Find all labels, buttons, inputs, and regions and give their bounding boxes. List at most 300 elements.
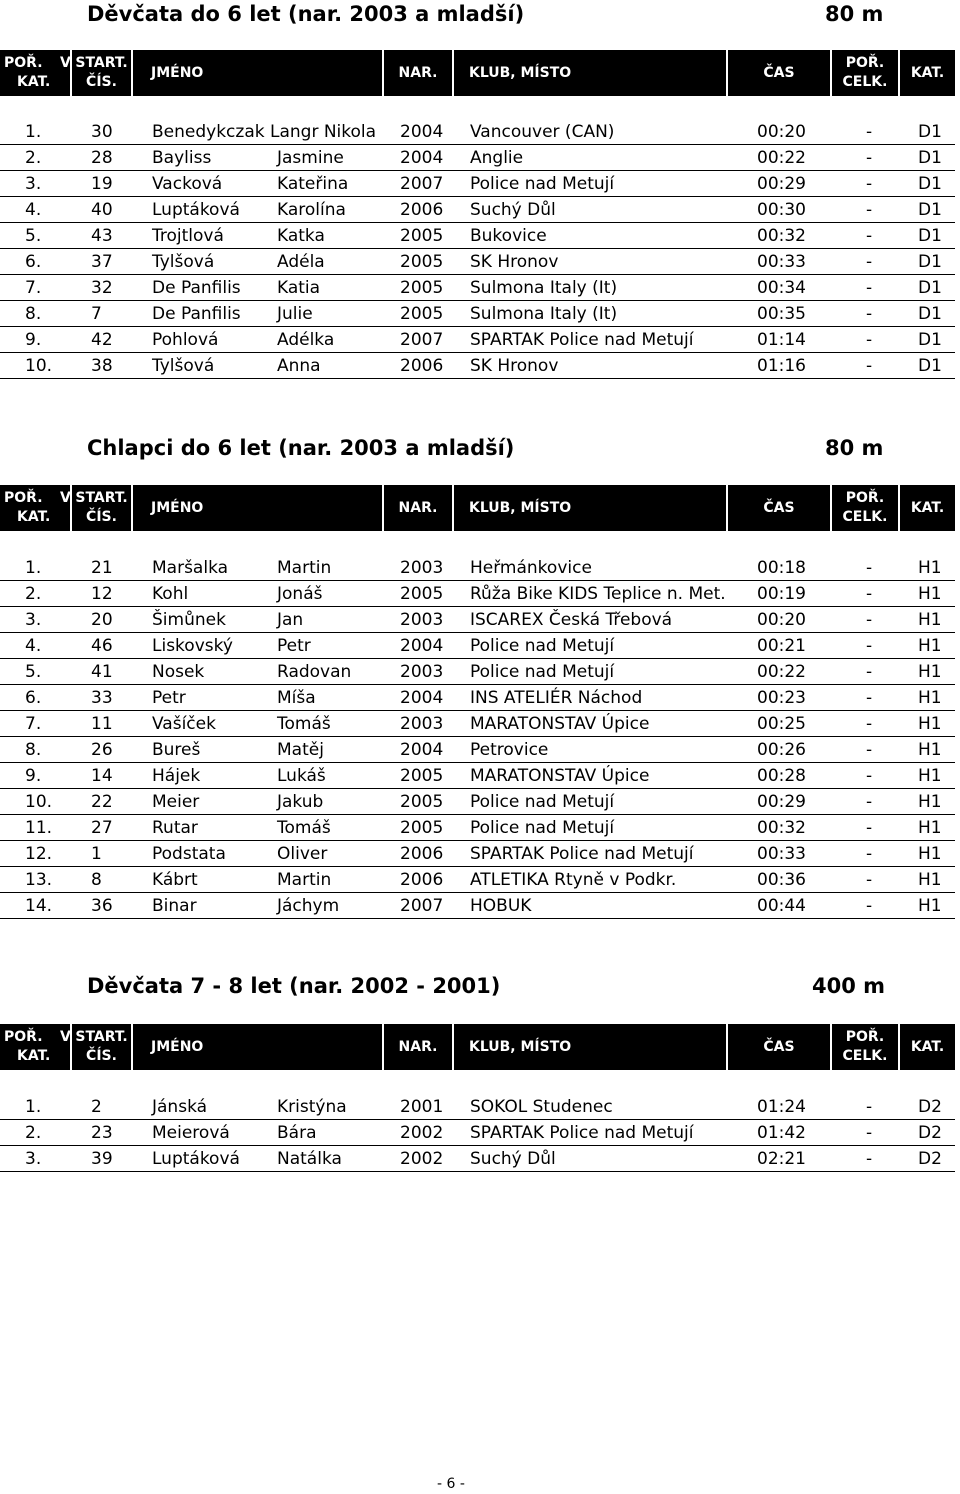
row-first-name: Jakub xyxy=(277,792,324,812)
row-category: H1 xyxy=(918,688,942,708)
row-birth-year: 2006 xyxy=(400,200,444,220)
row-time: 00:19 xyxy=(757,584,806,604)
row-start-number: 36 xyxy=(91,896,113,916)
row-club: Police nad Metují xyxy=(470,662,615,682)
row-overall-position: - xyxy=(866,330,873,350)
header-overall-line2: CELK. xyxy=(842,74,888,90)
header-por-v: V xyxy=(60,490,71,506)
column-header-time: ČAS xyxy=(728,50,830,96)
row-club: SPARTAK Police nad Metují xyxy=(470,330,694,350)
row-club: Heřmánkovice xyxy=(470,558,592,578)
row-birth-year: 2004 xyxy=(400,148,444,168)
row-overall-position: - xyxy=(866,558,873,578)
row-overall-position: - xyxy=(866,1149,873,1169)
column-header-position-category xyxy=(0,485,70,531)
row-birth-year: 2006 xyxy=(400,844,444,864)
row-first-name: Anna xyxy=(277,356,321,376)
row-club: MARATONSTAV Úpice xyxy=(470,714,650,734)
column-header-name: JMÉNO xyxy=(133,1024,382,1070)
row-category: H1 xyxy=(918,610,942,630)
row-overall-position: - xyxy=(866,870,873,890)
row-time: 00:29 xyxy=(757,792,806,812)
row-start-number: 46 xyxy=(91,636,113,656)
row-surname: Luptáková xyxy=(152,1149,240,1169)
table-row xyxy=(0,893,955,919)
row-overall-position: - xyxy=(866,844,873,864)
row-first-name: Katia xyxy=(277,278,321,298)
table-row xyxy=(0,1120,955,1146)
section-title-boys-6: Chlapci do 6 let (nar. 2003 a mladší) xyxy=(87,436,515,460)
row-surname: Vašíček xyxy=(152,714,216,734)
row-birth-year: 2001 xyxy=(400,1097,444,1117)
column-header-name: JMÉNO xyxy=(133,485,382,531)
row-position: 14. xyxy=(25,896,53,916)
column-header-year: NAR. xyxy=(384,50,452,96)
row-surname: Hájek xyxy=(152,766,201,786)
row-time: 00:28 xyxy=(757,766,806,786)
row-category: D1 xyxy=(918,252,942,272)
row-surname: Pohlová xyxy=(152,330,219,350)
row-overall-position: - xyxy=(866,636,873,656)
row-club: Suchý Důl xyxy=(470,200,556,220)
row-first-name: Jan xyxy=(277,610,304,630)
row-surname: Trojtlová xyxy=(152,226,224,246)
row-start-number: 2 xyxy=(91,1097,102,1117)
row-time: 00:20 xyxy=(757,122,806,142)
row-surname: Petr xyxy=(152,688,186,708)
row-club: SPARTAK Police nad Metují xyxy=(470,844,694,864)
table-row xyxy=(0,711,955,737)
row-club: Suchý Důl xyxy=(470,1149,556,1169)
row-position: 5. xyxy=(25,662,42,682)
row-time: 00:34 xyxy=(757,278,806,298)
row-surname: Maršalka xyxy=(152,558,229,578)
row-category: D1 xyxy=(918,304,942,324)
column-header-overall-position xyxy=(832,50,898,96)
row-position: 8. xyxy=(25,740,42,760)
row-surname: Luptáková xyxy=(152,200,240,220)
table-row xyxy=(0,607,955,633)
table-row xyxy=(0,301,955,327)
row-position: 7. xyxy=(25,278,42,298)
row-time: 00:23 xyxy=(757,688,806,708)
row-start-number: 41 xyxy=(91,662,113,682)
table-row xyxy=(0,841,955,867)
row-first-name: Lukáš xyxy=(277,766,326,786)
row-position: 2. xyxy=(25,1123,42,1143)
column-header-overall-position xyxy=(832,1024,898,1070)
row-overall-position: - xyxy=(866,740,873,760)
results-table-boys-6 xyxy=(0,555,960,919)
row-start-number: 20 xyxy=(91,610,113,630)
row-surname: Bureš xyxy=(152,740,201,760)
column-header-club: KLUB, MÍSTO xyxy=(454,1024,726,1070)
row-position: 6. xyxy=(25,688,42,708)
row-birth-year: 2004 xyxy=(400,688,444,708)
row-club: Růža Bike KIDS Teplice n. Met. xyxy=(470,584,726,604)
row-first-name: Kristýna xyxy=(277,1097,347,1117)
row-club: ATLETIKA Rtyně v Podkr. xyxy=(470,870,677,890)
row-surname: Benedykczak Langr Nikola xyxy=(152,122,377,142)
row-birth-year: 2005 xyxy=(400,226,444,246)
row-position: 12. xyxy=(25,844,53,864)
table-row xyxy=(0,659,955,685)
row-category: H1 xyxy=(918,636,942,656)
row-overall-position: - xyxy=(866,356,873,376)
row-position: 2. xyxy=(25,148,42,168)
row-overall-position: - xyxy=(866,792,873,812)
row-overall-position: - xyxy=(866,610,873,630)
table-row xyxy=(0,327,955,353)
row-club: MARATONSTAV Úpice xyxy=(470,766,650,786)
table-header xyxy=(0,50,960,96)
row-position: 5. xyxy=(25,226,42,246)
row-start-number: 8 xyxy=(91,870,102,890)
row-category: D1 xyxy=(918,174,942,194)
row-category: D2 xyxy=(918,1097,942,1117)
row-start-number: 42 xyxy=(91,330,113,350)
row-club: Petrovice xyxy=(470,740,549,760)
row-birth-year: 2007 xyxy=(400,174,444,194)
row-time: 00:22 xyxy=(757,662,806,682)
table-row xyxy=(0,581,955,607)
column-header-category: KAT. xyxy=(900,1024,955,1070)
row-category: H1 xyxy=(918,844,942,864)
header-por-line2: KAT. xyxy=(17,509,51,525)
row-birth-year: 2003 xyxy=(400,662,444,682)
row-category: H1 xyxy=(918,818,942,838)
row-time: 00:32 xyxy=(757,818,806,838)
row-club: SPARTAK Police nad Metují xyxy=(470,1123,694,1143)
column-header-position-category xyxy=(0,1024,70,1070)
table-header xyxy=(0,1024,960,1070)
table-row xyxy=(0,685,955,711)
row-time: 00:29 xyxy=(757,174,806,194)
row-surname: Liskovský xyxy=(152,636,233,656)
row-first-name: Jáchym xyxy=(277,896,340,916)
row-time: 00:33 xyxy=(757,252,806,272)
row-time: 01:24 xyxy=(757,1097,806,1117)
row-birth-year: 2005 xyxy=(400,278,444,298)
row-overall-position: - xyxy=(866,174,873,194)
row-start-number: 23 xyxy=(91,1123,113,1143)
row-first-name: Petr xyxy=(277,636,311,656)
section-title-girls-6: Děvčata do 6 let (nar. 2003 a mladší) xyxy=(87,2,525,26)
row-overall-position: - xyxy=(866,1123,873,1143)
row-club: Police nad Metují xyxy=(470,174,615,194)
row-category: D2 xyxy=(918,1123,942,1143)
row-first-name: Tomáš xyxy=(277,714,331,734)
row-position: 1. xyxy=(25,1097,42,1117)
header-overall-line1: POŘ. xyxy=(845,1029,885,1045)
header-por-v: V xyxy=(60,55,71,71)
row-club: Police nad Metují xyxy=(470,818,615,838)
row-start-number: 27 xyxy=(91,818,113,838)
row-surname: Podstata xyxy=(152,844,226,864)
row-position: 8. xyxy=(25,304,42,324)
row-surname: Binar xyxy=(152,896,197,916)
row-category: D1 xyxy=(918,148,942,168)
column-header-time: ČAS xyxy=(728,485,830,531)
row-club: INS ATELIÉR Náchod xyxy=(470,688,643,708)
row-first-name: Tomáš xyxy=(277,818,331,838)
row-start-number: 30 xyxy=(91,122,113,142)
row-birth-year: 2004 xyxy=(400,740,444,760)
row-birth-year: 2003 xyxy=(400,610,444,630)
row-category: D1 xyxy=(918,122,942,142)
row-start-number: 43 xyxy=(91,226,113,246)
row-first-name: Adélka xyxy=(277,330,335,350)
row-overall-position: - xyxy=(866,584,873,604)
header-start-line1: START. xyxy=(75,1029,128,1045)
row-position: 2. xyxy=(25,584,42,604)
row-category: D2 xyxy=(918,1149,942,1169)
row-category: H1 xyxy=(918,584,942,604)
column-header-position-category xyxy=(0,50,70,96)
row-time: 00:22 xyxy=(757,148,806,168)
row-overall-position: - xyxy=(866,818,873,838)
row-first-name: Julie xyxy=(277,304,313,324)
row-category: D1 xyxy=(918,278,942,298)
row-overall-position: - xyxy=(866,122,873,142)
row-birth-year: 2006 xyxy=(400,356,444,376)
row-first-name: Martin xyxy=(277,558,332,578)
column-header-start-number xyxy=(72,50,131,96)
row-overall-position: - xyxy=(866,278,873,298)
column-header-year: NAR. xyxy=(384,485,452,531)
row-position: 9. xyxy=(25,330,42,350)
row-position: 7. xyxy=(25,714,42,734)
row-category: D1 xyxy=(918,226,942,246)
row-birth-year: 2002 xyxy=(400,1149,444,1169)
row-time: 00:32 xyxy=(757,226,806,246)
header-start-line2: ČÍS. xyxy=(86,74,117,90)
row-first-name: Jasmine xyxy=(277,148,344,168)
header-por-line1: POŘ. xyxy=(4,490,43,506)
column-header-category: KAT. xyxy=(900,485,955,531)
row-first-name: Oliver xyxy=(277,844,328,864)
row-category: H1 xyxy=(918,792,942,812)
row-club: Vancouver (CAN) xyxy=(470,122,615,142)
row-start-number: 11 xyxy=(91,714,113,734)
row-birth-year: 2002 xyxy=(400,1123,444,1143)
column-header-club: KLUB, MÍSTO xyxy=(454,50,726,96)
header-overall-line2: CELK. xyxy=(842,509,888,525)
row-position: 9. xyxy=(25,766,42,786)
row-birth-year: 2005 xyxy=(400,304,444,324)
header-por-line1: POŘ. xyxy=(4,1029,43,1045)
row-position: 6. xyxy=(25,252,42,272)
row-start-number: 14 xyxy=(91,766,113,786)
row-time: 00:25 xyxy=(757,714,806,734)
table-row xyxy=(0,555,955,581)
section-distance-boys-6: 80 m xyxy=(825,436,884,460)
row-club: Anglie xyxy=(470,148,524,168)
row-start-number: 7 xyxy=(91,304,102,324)
row-surname: Tylšová xyxy=(152,356,215,376)
row-first-name: Martin xyxy=(277,870,332,890)
row-surname: Meier xyxy=(152,792,200,812)
row-time: 00:35 xyxy=(757,304,806,324)
row-club: Sulmona Italy (It) xyxy=(470,304,618,324)
table-row xyxy=(0,249,955,275)
row-overall-position: - xyxy=(866,688,873,708)
table-row xyxy=(0,763,955,789)
table-row xyxy=(0,1094,955,1120)
row-club: Police nad Metují xyxy=(470,636,615,656)
row-position: 4. xyxy=(25,636,42,656)
row-birth-year: 2005 xyxy=(400,766,444,786)
row-start-number: 39 xyxy=(91,1149,113,1169)
row-first-name: Míša xyxy=(277,688,316,708)
row-first-name: Kateřina xyxy=(277,174,349,194)
table-row xyxy=(0,633,955,659)
row-birth-year: 2003 xyxy=(400,714,444,734)
row-club: Bukovice xyxy=(470,226,547,246)
row-birth-year: 2007 xyxy=(400,330,444,350)
row-category: H1 xyxy=(918,740,942,760)
row-first-name: Katka xyxy=(277,226,325,246)
table-row xyxy=(0,353,955,379)
column-header-start-number xyxy=(72,1024,131,1070)
row-surname: Rutar xyxy=(152,818,198,838)
row-start-number: 33 xyxy=(91,688,113,708)
section-distance-girls-6: 80 m xyxy=(825,2,884,26)
header-por-line2: KAT. xyxy=(17,74,51,90)
row-category: H1 xyxy=(918,870,942,890)
section-distance-girls-7-8: 400 m xyxy=(812,974,886,998)
header-por-v: V xyxy=(60,1029,71,1045)
header-por-line2: KAT. xyxy=(17,1048,51,1064)
row-time: 02:21 xyxy=(757,1149,806,1169)
row-overall-position: - xyxy=(866,252,873,272)
results-table-girls-7-8 xyxy=(0,1094,960,1172)
row-category: D1 xyxy=(918,356,942,376)
row-first-name: Jonáš xyxy=(277,584,323,604)
row-club: Police nad Metují xyxy=(470,792,615,812)
header-start-line1: START. xyxy=(75,55,128,71)
row-time: 00:20 xyxy=(757,610,806,630)
row-start-number: 28 xyxy=(91,148,113,168)
header-start-line2: ČÍS. xyxy=(86,509,117,525)
row-position: 4. xyxy=(25,200,42,220)
row-position: 1. xyxy=(25,122,42,142)
row-birth-year: 2003 xyxy=(400,558,444,578)
row-category: H1 xyxy=(918,714,942,734)
table-row xyxy=(0,223,955,249)
column-header-name: JMÉNO xyxy=(133,50,382,96)
table-row xyxy=(0,145,955,171)
row-surname: De Panfilis xyxy=(152,278,241,298)
row-start-number: 21 xyxy=(91,558,113,578)
page-number: - 6 - xyxy=(437,1476,465,1492)
row-position: 1. xyxy=(25,558,42,578)
table-row xyxy=(0,197,955,223)
row-start-number: 22 xyxy=(91,792,113,812)
row-surname: Meierová xyxy=(152,1123,230,1143)
row-overall-position: - xyxy=(866,896,873,916)
column-header-overall-position xyxy=(832,485,898,531)
row-category: H1 xyxy=(918,558,942,578)
header-overall-line1: POŘ. xyxy=(845,490,885,506)
row-position: 10. xyxy=(25,356,53,376)
column-header-club: KLUB, MÍSTO xyxy=(454,485,726,531)
table-row xyxy=(0,867,955,893)
header-start-line1: START. xyxy=(75,490,128,506)
row-position: 3. xyxy=(25,174,42,194)
row-first-name: Radovan xyxy=(277,662,352,682)
row-surname: Vacková xyxy=(152,174,223,194)
row-birth-year: 2006 xyxy=(400,870,444,890)
row-category: H1 xyxy=(918,766,942,786)
row-surname: De Panfilis xyxy=(152,304,241,324)
column-header-time: ČAS xyxy=(728,1024,830,1070)
row-start-number: 32 xyxy=(91,278,113,298)
row-category: H1 xyxy=(918,896,942,916)
table-row xyxy=(0,815,955,841)
row-start-number: 37 xyxy=(91,252,113,272)
row-birth-year: 2004 xyxy=(400,636,444,656)
column-header-category: KAT. xyxy=(900,50,955,96)
table-row xyxy=(0,1146,955,1172)
row-start-number: 1 xyxy=(91,844,102,864)
table-row xyxy=(0,789,955,815)
row-surname: Šimůnek xyxy=(152,610,226,630)
row-surname: Tylšová xyxy=(152,252,215,272)
header-start-line2: ČÍS. xyxy=(86,1048,117,1064)
row-birth-year: 2005 xyxy=(400,584,444,604)
section-title-girls-7-8: Děvčata 7 - 8 let (nar. 2002 - 2001) xyxy=(87,974,501,998)
row-time: 01:14 xyxy=(757,330,806,350)
row-club: SOKOL Studenec xyxy=(470,1097,613,1117)
table-header xyxy=(0,485,960,531)
header-overall-line2: CELK. xyxy=(842,1048,888,1064)
row-start-number: 19 xyxy=(91,174,113,194)
row-first-name: Natálka xyxy=(277,1149,342,1169)
row-overall-position: - xyxy=(866,714,873,734)
table-row xyxy=(0,275,955,301)
row-position: 11. xyxy=(25,818,53,838)
row-time: 00:30 xyxy=(757,200,806,220)
row-birth-year: 2005 xyxy=(400,252,444,272)
row-time: 00:33 xyxy=(757,844,806,864)
row-time: 00:26 xyxy=(757,740,806,760)
row-time: 01:42 xyxy=(757,1123,806,1143)
header-por-line1: POŘ. xyxy=(4,55,43,71)
row-time: 00:21 xyxy=(757,636,806,656)
row-birth-year: 2004 xyxy=(400,122,444,142)
table-row xyxy=(0,119,955,145)
row-overall-position: - xyxy=(866,304,873,324)
row-category: D1 xyxy=(918,330,942,350)
row-birth-year: 2007 xyxy=(400,896,444,916)
row-position: 3. xyxy=(25,610,42,630)
row-start-number: 38 xyxy=(91,356,113,376)
row-start-number: 40 xyxy=(91,200,113,220)
row-position: 13. xyxy=(25,870,53,890)
header-overall-line1: POŘ. xyxy=(845,55,885,71)
table-row xyxy=(0,737,955,763)
row-start-number: 12 xyxy=(91,584,113,604)
row-time: 00:18 xyxy=(757,558,806,578)
row-birth-year: 2005 xyxy=(400,792,444,812)
row-overall-position: - xyxy=(866,766,873,786)
row-overall-position: - xyxy=(866,148,873,168)
column-header-start-number xyxy=(72,485,131,531)
row-surname: Kábrt xyxy=(152,870,198,890)
row-club: Sulmona Italy (It) xyxy=(470,278,618,298)
row-overall-position: - xyxy=(866,1097,873,1117)
